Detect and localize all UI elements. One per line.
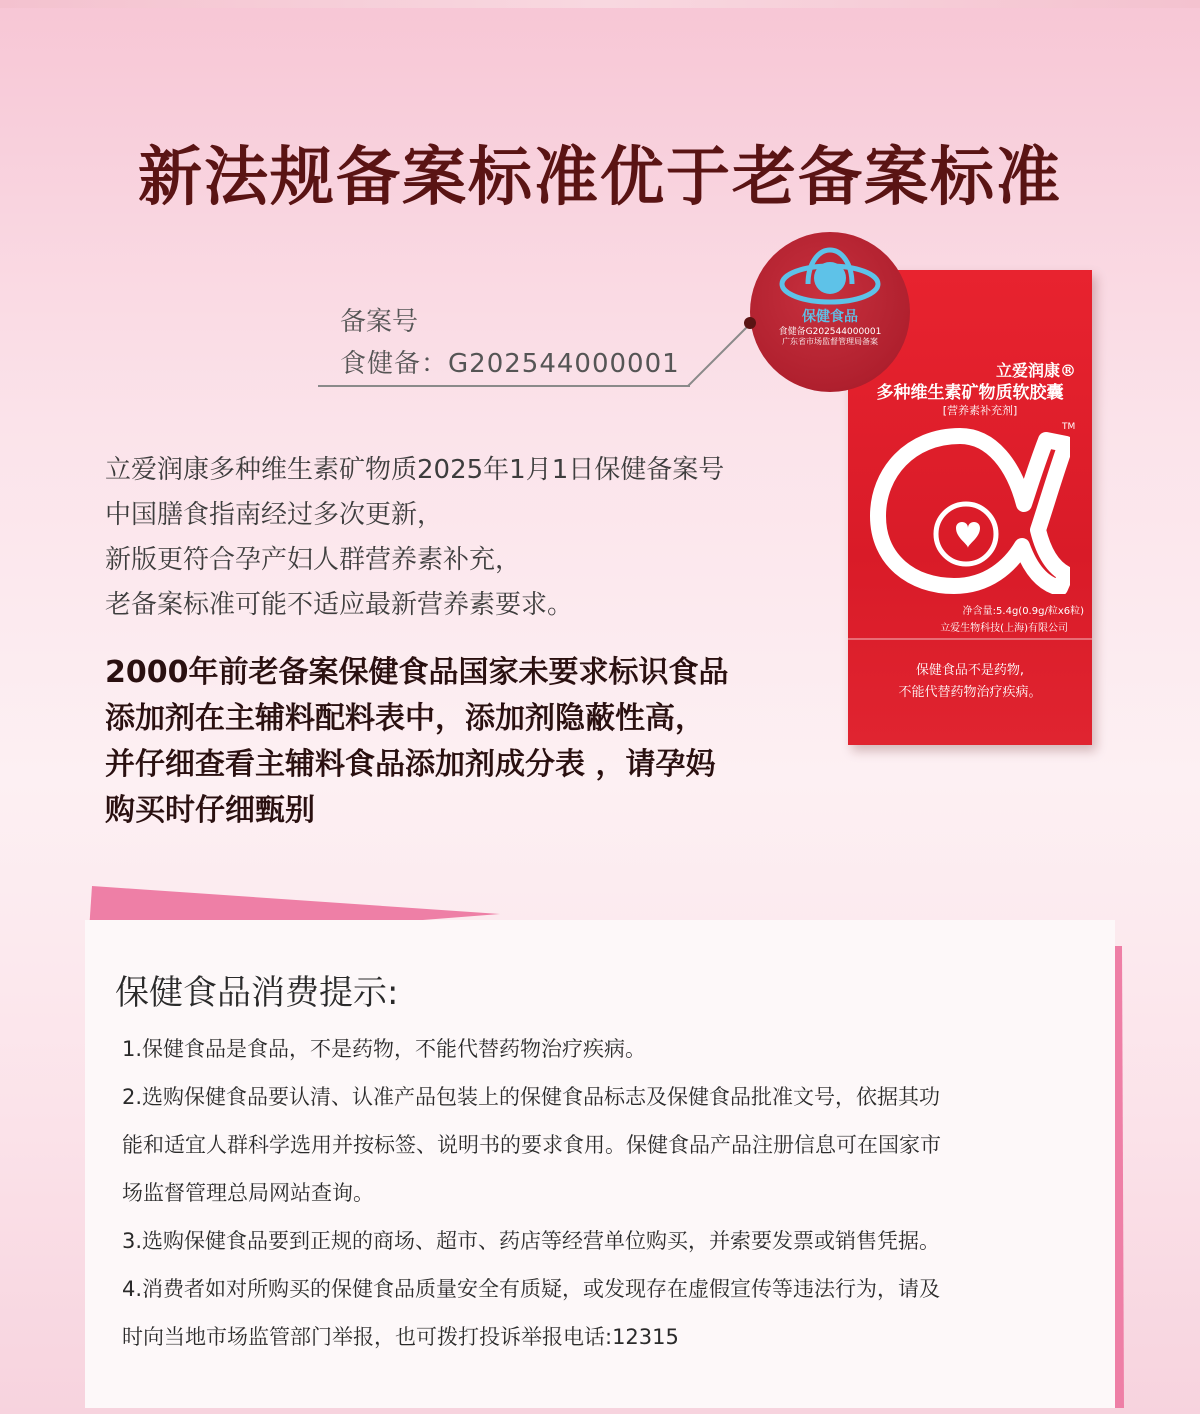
product-type: [营养素补充剂]	[942, 404, 1018, 417]
page-headline: 新法规备案标准优于老备案标准	[138, 141, 1062, 215]
tip-line: 3.选购保健食品要到正规的商场、超市、药店等经营单位购买，并索要发票或销售凭据。	[122, 1229, 941, 1253]
box-notice	[848, 660, 1092, 704]
tip-line: 4.消费者如对所购买的保健食品质量安全有质疑，或发现存在虚假宣传等违法行为，请及	[122, 1277, 941, 1301]
box-notice-line: 不能代替药物治疗疾病。	[898, 685, 1042, 700]
trademark-mark: TM	[1062, 422, 1076, 432]
health-food-badge	[750, 232, 910, 392]
top-decor-strip	[0, 0, 1200, 8]
warning-line: 添加剂在主辅料配料表中，添加剂隐蔽性高，	[105, 701, 705, 736]
box-divider	[848, 638, 1092, 640]
intro-line: 老备案标准可能不适应最新营养素要求。	[105, 590, 574, 620]
product-name: 多种维生素矿物质软胶囊	[876, 383, 1064, 403]
intro-text	[105, 448, 724, 628]
tip-line: 1.保健食品是食品，不是药物，不能代替药物治疗疾病。	[122, 1037, 647, 1061]
badge-title: 保健食品	[802, 309, 858, 325]
badge-authority: 广东省市场监督管理局备案	[782, 337, 878, 346]
tip-line: 能和适宜人群科学选用并按标签、说明书的要求食用。保健食品产品注册信息可在国家市	[122, 1133, 941, 1157]
tips-list	[122, 1025, 1092, 1361]
record-underline	[318, 385, 690, 387]
warning-text	[105, 650, 825, 834]
alpha-logo-icon	[870, 418, 1070, 594]
tip-line: 2.选购保健食品要认清、认准产品包装上的保健食品标志及保健食品批准文号，依据其功	[122, 1085, 941, 1109]
product-brand: 立爱润康®	[995, 361, 1076, 380]
leader-dot	[744, 317, 756, 329]
net-content: 净含量:5.4g(0.9g/粒x6粒)	[962, 606, 1084, 617]
company-name: 立爱生物科技(上海)有限公司	[940, 623, 1068, 634]
tips-title: 保健食品消费提示:	[115, 973, 399, 1013]
warning-line: 购买时仔细甄别	[105, 793, 315, 828]
tip-line: 场监督管理总局网站查询。	[122, 1181, 374, 1205]
record-label: 备案号	[340, 307, 419, 337]
box-notice-line: 保健食品不是药物,	[915, 663, 1025, 678]
tip-line: 时向当地市场监管部门举报，也可拨打投诉举报电话:12315	[122, 1325, 679, 1349]
intro-line: 新版更符合孕产妇人群营养素补充，	[105, 545, 522, 575]
warning-line: 并仔细查看主辅料食品添加剂成分表 ，请孕妈	[105, 747, 716, 782]
badge-code: 食健备G202544000001	[778, 327, 882, 337]
health-food-logo-icon	[778, 244, 882, 306]
intro-line: 立爱润康多种维生素矿物质2025年1月1日保健备案号	[105, 455, 725, 485]
warning-line: 2000年前老备案保健食品国家未要求标识食品	[105, 655, 729, 690]
record-number: 食健备：G202544000001	[340, 349, 680, 379]
intro-line: 中国膳食指南经过多次更新，	[105, 500, 444, 530]
